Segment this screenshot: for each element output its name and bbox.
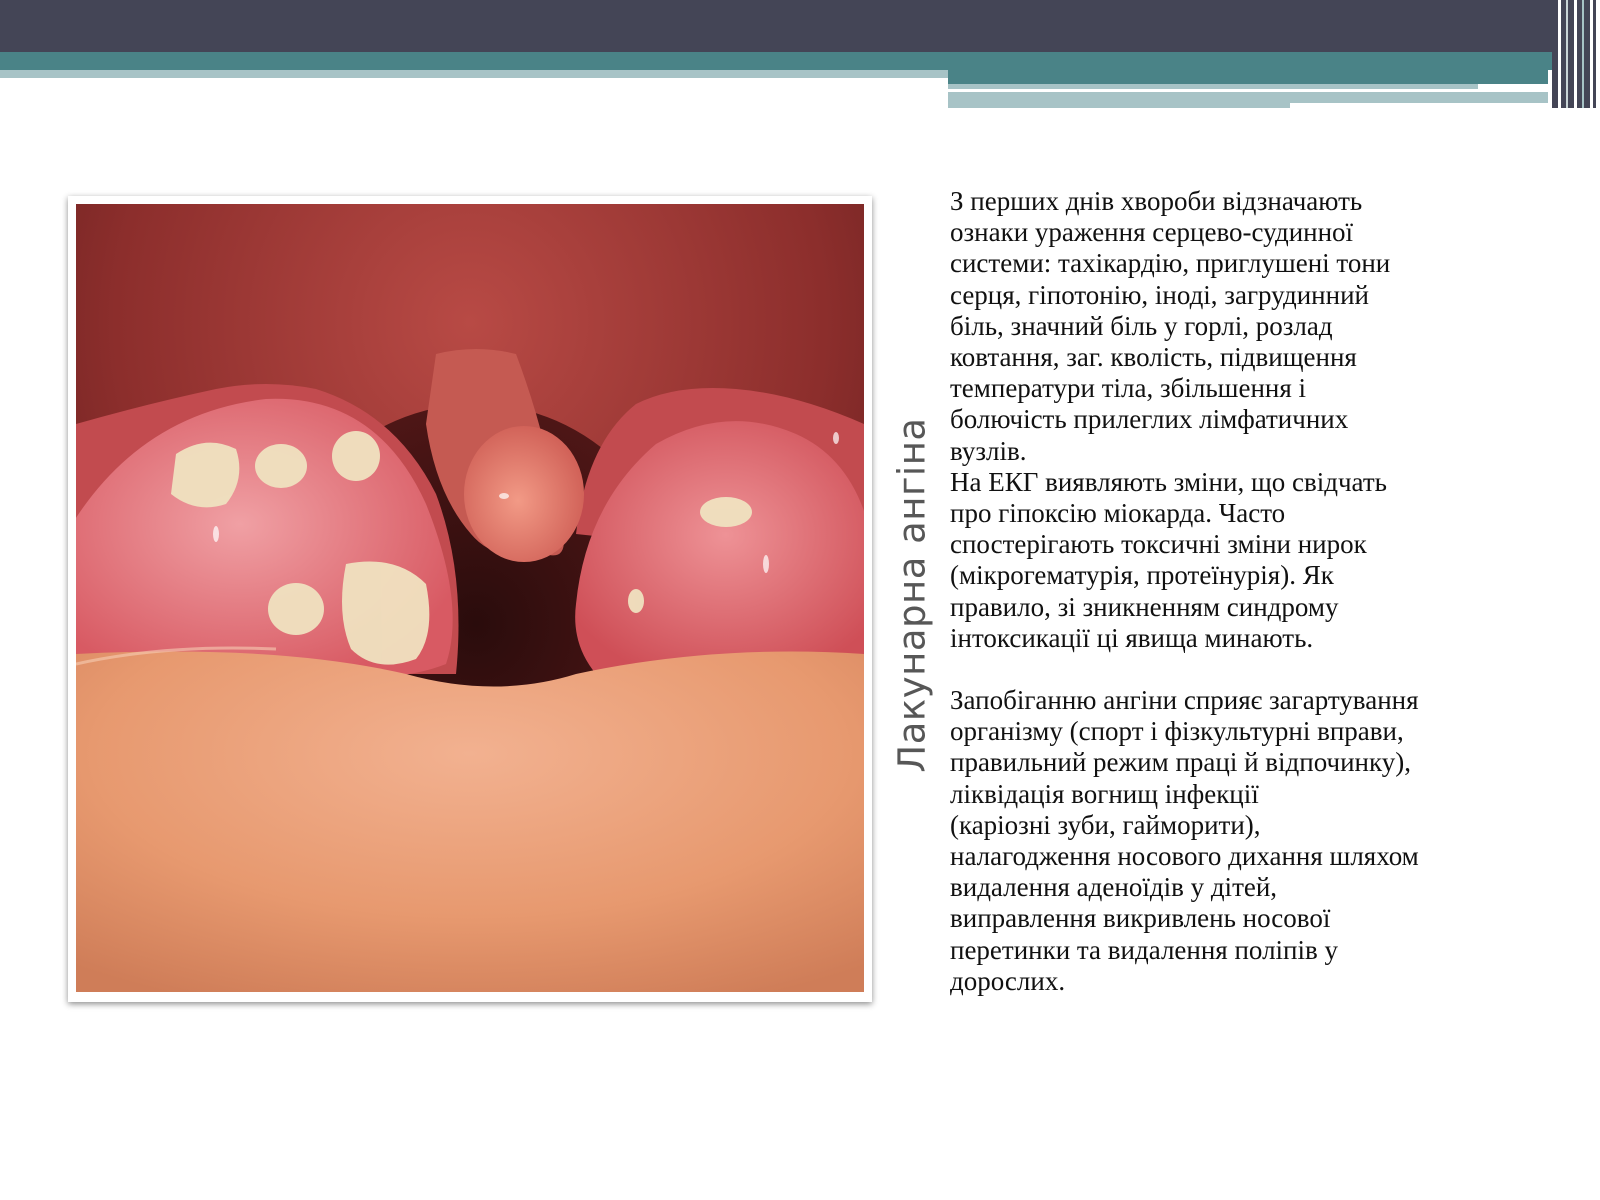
body-line: біль, значний біль у горлі, розлад — [950, 310, 1333, 341]
header-right-thin-stripe — [948, 84, 1478, 89]
body-line: про гіпоксію міокарда. Часто — [950, 498, 1286, 529]
corner-stripes-decoration — [1552, 0, 1600, 108]
body-line: ознаки ураження серцево-судинної — [950, 217, 1354, 248]
body-line: температури тіла, збільшення і — [950, 373, 1307, 404]
body-line: (каріозні зуби, гайморити), — [950, 809, 1261, 840]
header-right-white-stripe — [1290, 103, 1548, 108]
body-line: серця, гіпотонію, іноді, загрудинний — [950, 279, 1369, 310]
body-line: налагодження носового дихання шляхом — [950, 841, 1419, 872]
header-light-band — [0, 70, 948, 78]
body-line: дорослих. — [950, 965, 1066, 996]
body-line: спостерігають токсичні зміни нирок — [950, 529, 1367, 560]
body-line: правильний режим праці й відпочинку), — [950, 747, 1411, 778]
body-line: виправлення викривлень носової — [950, 903, 1331, 934]
body-line: організму (спорт і фізкультурні вправи, — [950, 716, 1404, 747]
body-line: видалення аденоїдів у дітей, — [950, 872, 1278, 903]
photo-frame — [68, 196, 872, 1002]
tonsils-photo — [76, 204, 864, 992]
header-dark-band — [0, 0, 1600, 52]
header-teal-band — [0, 52, 1600, 70]
body-line: Запобіганню ангіни сприяє загартування — [950, 685, 1419, 716]
body-line: правило, зі зникненням синдрому — [950, 591, 1339, 622]
body-line: системи: тахікардію, приглушені тони — [950, 248, 1391, 279]
slide-body-text — [950, 186, 1550, 997]
slide-title-text: Лакунарна ангіна — [890, 417, 934, 773]
body-line: ковтання, заг. кволість, підвищення — [950, 342, 1357, 373]
body-line: вузлів. — [950, 435, 1027, 466]
body-line: болючість прилеглих лімфатичних — [950, 404, 1349, 435]
body-line: З перших днів хвороби відзначають — [950, 186, 1363, 216]
body-line: перетинки та видалення поліпів у — [950, 934, 1338, 965]
body-line: ліквідація вогнищ інфекції — [950, 778, 1259, 809]
body-line: На ЕКГ виявляють зміни, що свідчать — [950, 466, 1387, 497]
paragraph-gap — [950, 654, 1550, 685]
header-right-teal-band — [948, 70, 1548, 84]
body-line: інтоксикації ці явища минають. — [950, 622, 1314, 653]
body-line: (мікрогематурія, протеїнурія). Як — [950, 560, 1334, 591]
slide-title — [882, 414, 942, 776]
